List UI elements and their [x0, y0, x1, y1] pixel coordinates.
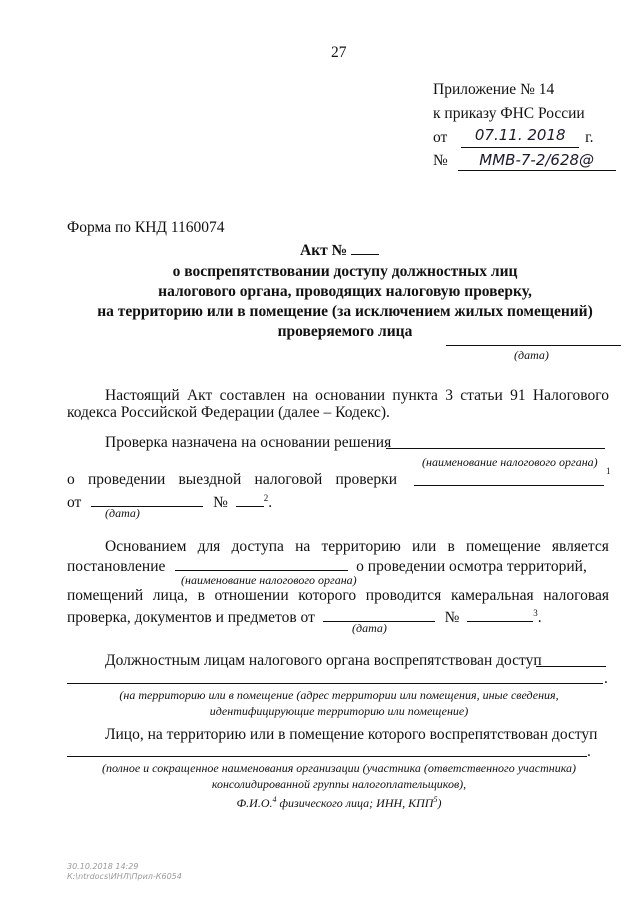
act-number-field: [351, 240, 379, 255]
act-date-line: [446, 345, 621, 346]
para3-caption-authority: (наименование налогового органа): [181, 573, 357, 587]
resolution-date-field: [323, 607, 435, 622]
word: или: [412, 538, 437, 555]
word: территорию: [321, 538, 401, 555]
para2-line2: [67, 471, 397, 489]
inspection-text: о проведении осмотра территорий,: [356, 558, 587, 575]
title-line-2: налогового органа, проводящих налоговую проверку,: [158, 283, 532, 300]
number-label: №: [444, 609, 460, 627]
caption-close: ): [437, 796, 442, 810]
para2-line1: Проверка назначена на основании решения: [105, 434, 392, 451]
word: помещение: [466, 538, 541, 555]
appendix-number-handwritten: ММВ-7-2/628@: [479, 151, 595, 169]
appendix-year-suffix: г.: [585, 129, 594, 146]
inn-kpp-label: физического лица; ИНН, КПП: [276, 796, 434, 810]
person-line: [67, 756, 587, 757]
footnote-4: 4: [272, 795, 277, 804]
para5-caption-line1: (полное и сокращенное наименования организации (участника (ответственного участника): [101, 761, 577, 775]
word: в: [447, 538, 455, 555]
para2-caption-date: (дата): [105, 506, 140, 520]
appendix-order: к приказу ФНС России: [433, 105, 585, 122]
para3-line4: проверка, документов и предметов от № $^3$.: [67, 608, 542, 627]
access-line-1: [536, 666, 606, 667]
para5-caption-line2: консолидированной группы налогоплательщиков),: [211, 777, 467, 791]
audit-decision-line: [414, 485, 604, 486]
para5-line1: Лицо, на территорию или в помещение которого воспрепятствован доступ: [105, 726, 598, 743]
appendix-number-label: №: [433, 152, 448, 169]
appendix-date-handwritten: 07.11. 2018: [474, 126, 566, 144]
footnote-5: 5: [433, 795, 438, 804]
appendix-number-row: [433, 151, 616, 171]
form-code: Форма по КНД 1160074: [67, 219, 225, 236]
decision-authority-line: [386, 448, 605, 449]
word: проведении: [87, 471, 166, 488]
from-label: от: [67, 494, 82, 512]
footnote-1: 1: [606, 466, 611, 476]
decision-number-field: [236, 492, 264, 507]
act-title-text: Акт №: [300, 242, 348, 259]
para4-caption-line1: (на территорию или в помещение (адрес территории или помещения, иные сведения,: [119, 688, 559, 702]
access-line-2: [67, 683, 603, 684]
title-line-3: на территорию или в помещение (за исключением жилых помещений): [97, 303, 593, 320]
number-label: №: [213, 494, 228, 512]
para1-line2: кодекса Российской Федерации (далее – Кодекс).: [67, 404, 390, 421]
para3-caption-date: (дата): [352, 621, 387, 635]
title-line-1: о воспрепятствовании доступу должностных лиц: [172, 263, 518, 280]
footnote-2: 2: [263, 493, 269, 503]
appendix-from-label: от: [433, 129, 448, 146]
resolution-label: постановление: [67, 558, 166, 575]
para2-caption-authority: (наименование налогового органа): [422, 455, 598, 469]
word: выездной: [178, 471, 242, 488]
documents-label: проверка, документов и предметов от: [67, 609, 315, 627]
appendix-title: Приложение № 14: [433, 81, 555, 98]
word: на: [295, 538, 311, 555]
para2-line3: от № $^2$.: [67, 493, 273, 512]
title-line-4: проверяемого лица: [277, 323, 413, 340]
para3-line1: [105, 538, 609, 556]
decision-date-field: [91, 492, 203, 507]
footnote-3: 3: [533, 608, 538, 618]
para4-caption-line2: идентифицирующие территорию или помещение): [209, 704, 469, 718]
para3-line3: помещений лица, в отношении которого проводится камеральная налоговая: [67, 587, 609, 604]
resolution-authority-field: [175, 556, 348, 571]
appendix-date-row: [433, 128, 594, 148]
para4-line1: Должностным лицам налогового органа воспрепятствован доступ: [105, 652, 542, 669]
word: Основанием: [105, 538, 187, 555]
footer-timestamp: 30.10.2018 14:29: [67, 862, 139, 871]
word: для: [197, 538, 221, 555]
word: является: [551, 538, 609, 555]
access-period: .: [604, 670, 608, 687]
resolution-number-field: [467, 607, 533, 622]
page-number: 27: [331, 44, 347, 61]
appendix-number-field: [458, 151, 616, 171]
word: налоговой: [254, 471, 323, 488]
para1-line1: Настоящий Акт составлен на основании пункта 3 статьи 91 Налогового: [105, 387, 609, 404]
word: проверки: [335, 471, 397, 488]
para5-caption-line3: [67, 793, 611, 810]
word: о: [67, 471, 75, 488]
appendix-date-field: [461, 128, 579, 148]
person-period: .: [587, 743, 591, 760]
act-title: [300, 240, 379, 260]
fio-label: Ф.И.О.: [236, 796, 273, 810]
word: доступа: [231, 538, 284, 555]
footer-path: К:\ntrdocs\ИНЛ\Прил-К6054: [67, 872, 182, 881]
act-date-caption: (дата): [514, 348, 549, 362]
